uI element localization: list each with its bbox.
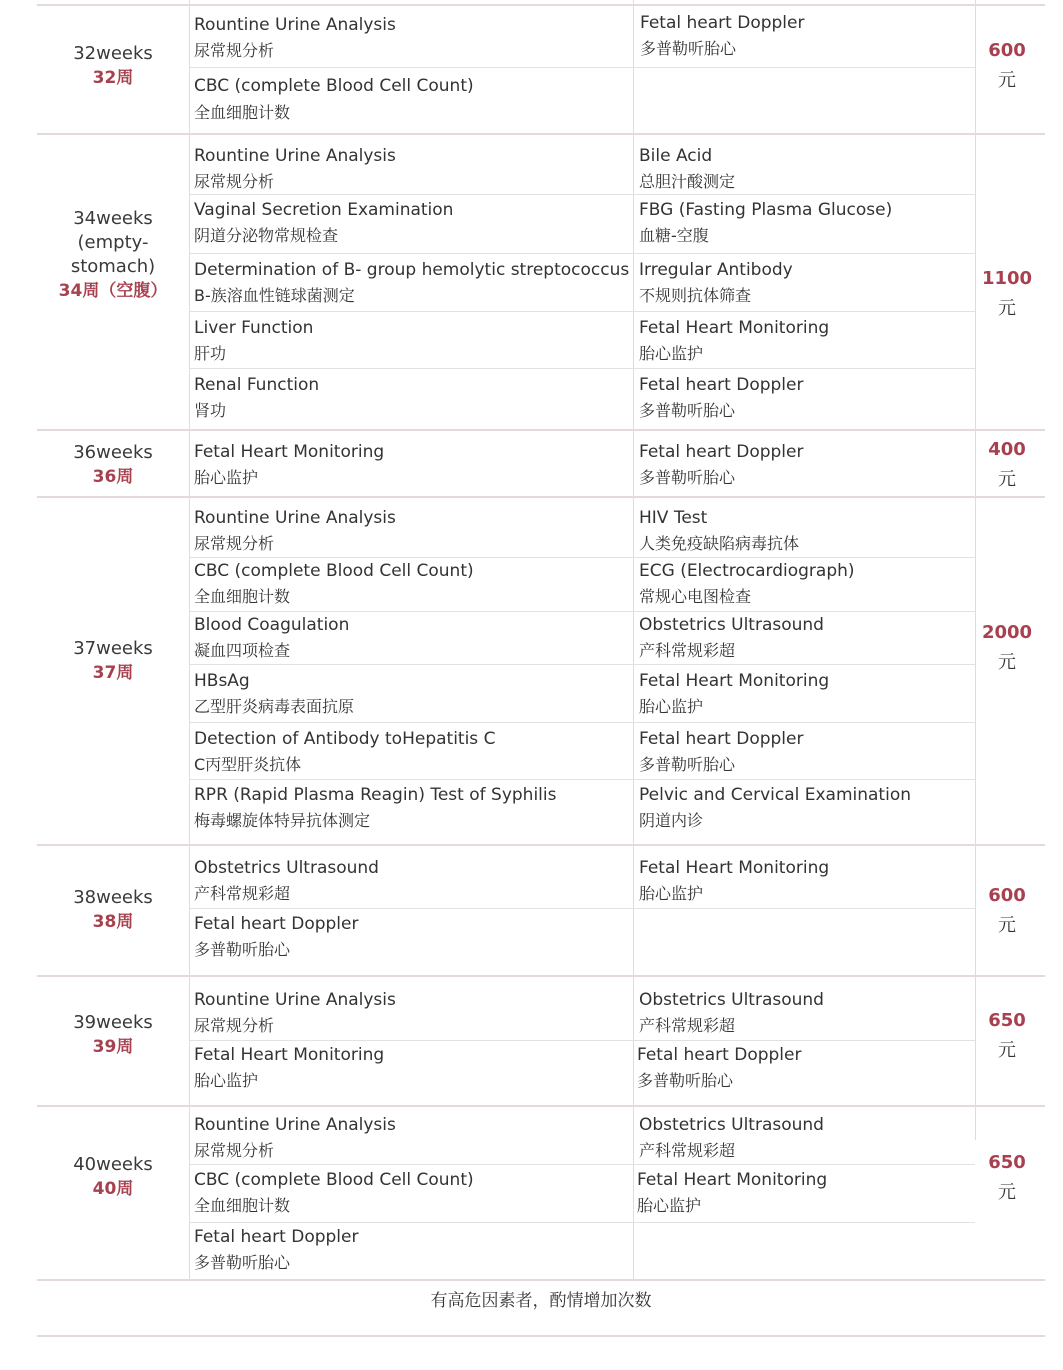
- group-divider: [37, 1279, 1045, 1281]
- exam-item: [639, 988, 824, 1038]
- exam-name-cn: 阴道内诊: [639, 811, 704, 830]
- row-divider: [190, 908, 975, 909]
- price-unit: 元: [998, 70, 1016, 91]
- exam-item: [194, 727, 495, 777]
- exam-item: [194, 856, 379, 906]
- exam-name-cn: B-族溶血性链球菌测定: [194, 286, 355, 305]
- exam-name-en: Obstetrics Ultrasound: [639, 1115, 824, 1135]
- week-label: [37, 42, 189, 90]
- exam-name-cn: 多普勒听胎心: [194, 1253, 291, 1272]
- exam-item: [639, 783, 911, 833]
- exam-name-cn: 多普勒听胎心: [639, 401, 736, 420]
- exam-item: [639, 727, 803, 777]
- exam-name-en: Fetal heart Doppler: [639, 729, 804, 749]
- exam-name-en: Obstetrics Ultrasound: [639, 615, 824, 635]
- exam-item: [639, 559, 855, 609]
- exam-item: [640, 11, 804, 61]
- exam-name-cn: 全血细胞计数: [194, 103, 291, 122]
- exam-name-cn: 全血细胞计数: [194, 587, 291, 606]
- exam-name-en: CBC (complete Blood Cell Count): [194, 561, 474, 581]
- exam-name-cn: 阴道分泌物常规检查: [194, 226, 339, 245]
- week-label: [37, 1153, 189, 1201]
- week-label-cn: 40周: [92, 1179, 134, 1199]
- exam-name-en: Pelvic and Cervical Examination: [639, 785, 911, 805]
- row-divider: [190, 611, 975, 612]
- week-label-cn: 34周（空腹）: [58, 281, 168, 301]
- group-divider: [37, 429, 1045, 431]
- column-divider: [975, 0, 976, 1140]
- exam-name-en: Fetal heart Doppler: [640, 13, 805, 33]
- price-tag: [976, 36, 1038, 96]
- exam-name-en: Fetal Heart Monitoring: [194, 1045, 385, 1065]
- exam-name-cn: 乙型肝炎病毒表面抗原: [194, 697, 355, 716]
- group-divider: [37, 844, 1045, 846]
- exam-item: [194, 1225, 358, 1275]
- week-label: [37, 637, 189, 685]
- price-tag: [976, 881, 1038, 941]
- exam-name-en: Obstetrics Ultrasound: [194, 858, 379, 878]
- exam-name-cn: C丙型肝炎抗体: [194, 755, 302, 774]
- exam-item: [194, 613, 349, 663]
- price-tag: [976, 1006, 1038, 1066]
- exam-item: [194, 13, 396, 63]
- column-divider: [189, 0, 190, 1280]
- row-divider: [190, 1040, 975, 1041]
- group-divider: [37, 975, 1045, 977]
- exam-item: [639, 856, 829, 906]
- exam-name-en: RPR (Rapid Plasma Reagin) Test of Syphilis: [194, 785, 557, 805]
- exam-name-en: Fetal Heart Monitoring: [639, 671, 830, 691]
- exam-name-cn: 胎心监护: [194, 1071, 259, 1090]
- exam-name-cn: 多普勒听胎心: [194, 940, 291, 959]
- exam-name-cn: 常规心电图检查: [639, 587, 752, 606]
- exam-name-cn: 胎心监护: [639, 884, 704, 903]
- price-amount: 600: [988, 40, 1026, 61]
- exam-name-en: Fetal Heart Monitoring: [637, 1170, 828, 1190]
- price-unit: 元: [998, 469, 1016, 490]
- exam-item: [194, 440, 384, 490]
- exam-item: [194, 72, 474, 125]
- exam-name-cn: 不规则抗体筛查: [639, 286, 752, 305]
- exam-item: [639, 669, 829, 719]
- exam-name-en: Determination of B- group hemolytic streptococcus: [194, 260, 630, 280]
- exam-item: [194, 1113, 396, 1163]
- price-unit: 元: [998, 1182, 1016, 1203]
- exam-item: [639, 258, 793, 308]
- exam-name-en: HIV Test: [639, 508, 708, 528]
- row-divider: [190, 722, 975, 723]
- row-divider: [190, 779, 975, 780]
- exam-name-en: CBC (complete Blood Cell Count): [194, 1170, 474, 1190]
- exam-name-cn: 产科常规彩超: [639, 1016, 736, 1035]
- exam-name-cn: 凝血四项检查: [194, 641, 291, 660]
- exam-name-en: Fetal heart Doppler: [194, 1227, 359, 1247]
- price-amount: 1100: [981, 268, 1033, 289]
- group-divider: [37, 496, 1045, 498]
- exam-item: [639, 1113, 824, 1163]
- exam-item: [194, 506, 396, 556]
- exam-item: [194, 373, 319, 423]
- exam-name-cn: 胎心监护: [639, 344, 704, 363]
- table-bottom-border: [37, 1335, 1045, 1337]
- exam-name-en: Fetal heart Doppler: [639, 442, 804, 462]
- price-amount: 650: [988, 1010, 1026, 1031]
- exam-item: [194, 1168, 474, 1218]
- week-label: [37, 441, 189, 489]
- exam-item: [194, 669, 354, 719]
- week-label-en: 37weeks: [73, 638, 153, 659]
- exam-item: [639, 613, 824, 663]
- exam-name-en: Liver Function: [194, 318, 314, 338]
- group-divider: [37, 1105, 1045, 1107]
- week-label-en: 32weeks: [73, 43, 153, 64]
- row-divider: [190, 67, 975, 68]
- week-label-en: 36weeks: [73, 442, 153, 463]
- exam-name-cn: 多普勒听胎心: [639, 468, 736, 487]
- exam-name-en: ECG (Electrocardiograph): [639, 561, 855, 581]
- price-tag: [976, 264, 1038, 324]
- exam-item: [639, 198, 892, 248]
- week-label-en: 40weeks: [73, 1154, 153, 1175]
- exam-name-cn: 总胆汁酸测定: [639, 172, 736, 191]
- exam-name-cn: 多普勒听胎心: [637, 1071, 734, 1090]
- week-label-cn: 38周: [92, 912, 134, 932]
- row-divider: [190, 664, 975, 665]
- exam-name-en: Fetal heart Doppler: [194, 914, 359, 934]
- exam-name-en: Fetal heart Doppler: [639, 375, 804, 395]
- exam-name-en: Obstetrics Ultrasound: [639, 990, 824, 1010]
- row-divider: [190, 368, 975, 369]
- exam-name-cn: 多普勒听胎心: [639, 755, 736, 774]
- week-label: [37, 886, 189, 934]
- exam-name-cn: 血糖-空腹: [639, 226, 709, 245]
- week-label: [37, 1011, 189, 1059]
- exam-name-en: Fetal Heart Monitoring: [639, 858, 830, 878]
- price-amount: 400: [988, 439, 1026, 460]
- exam-item: [639, 440, 803, 490]
- price-unit: 元: [998, 298, 1016, 319]
- exam-name-cn: 尿常规分析: [194, 534, 275, 553]
- exam-name-en: Fetal heart Doppler: [637, 1045, 802, 1065]
- exam-name-cn: 肾功: [194, 401, 227, 420]
- exam-name-en: CBC (complete Blood Cell Count): [194, 76, 474, 96]
- exam-item: [639, 373, 803, 423]
- price-unit: 元: [998, 915, 1016, 936]
- week-label-en: 38weeks: [73, 887, 153, 908]
- week-label-en: 39weeks: [73, 1012, 153, 1033]
- exam-name-cn: 全血细胞计数: [194, 1196, 291, 1215]
- exam-name-cn: 肝功: [194, 344, 227, 363]
- exam-name-cn: 多普勒听胎心: [640, 39, 737, 58]
- exam-item: [637, 1043, 801, 1093]
- exam-item: [639, 316, 829, 366]
- exam-name-cn: 胎心监护: [639, 697, 704, 716]
- exam-name-en: Fetal Heart Monitoring: [194, 442, 385, 462]
- week-label-cn: 37周: [92, 663, 134, 683]
- week-label-cn: 32周: [92, 68, 134, 88]
- group-divider: [37, 133, 1045, 135]
- price-tag: [976, 1148, 1038, 1208]
- exam-name-en: Blood Coagulation: [194, 615, 350, 635]
- exam-item: [194, 783, 556, 833]
- exam-name-cn: 胎心监护: [637, 1196, 702, 1215]
- exam-name-cn: 产科常规彩超: [639, 641, 736, 660]
- exam-name-en: Irregular Antibody: [639, 260, 793, 280]
- week-label-en-note: (empty-stomach): [70, 232, 156, 277]
- price-amount: 600: [988, 885, 1026, 906]
- price-unit: 元: [998, 1040, 1016, 1061]
- row-divider: [190, 253, 975, 254]
- exam-item: [194, 988, 396, 1038]
- exam-name-cn: 梅毒螺旋体特异抗体测定: [194, 811, 371, 830]
- price-tag: [976, 435, 1038, 495]
- exam-name-en: FBG (Fasting Plasma Glucose): [639, 200, 893, 220]
- exam-item: [194, 559, 474, 609]
- week-label: [37, 207, 189, 303]
- exam-name-en: Rountine Urine Analysis: [194, 508, 396, 528]
- exam-item: [639, 144, 735, 194]
- exam-item: [194, 198, 453, 248]
- exam-name-en: HBsAg: [194, 671, 250, 691]
- exam-item: [637, 1168, 827, 1218]
- exam-item: [194, 144, 396, 194]
- exam-name-cn: 尿常规分析: [194, 1141, 275, 1160]
- exam-item: [194, 912, 358, 962]
- exam-item: [194, 258, 629, 308]
- exam-name-cn: 胎心监护: [194, 468, 259, 487]
- exam-name-cn: 尿常规分析: [194, 172, 275, 191]
- exam-name-en: Rountine Urine Analysis: [194, 990, 396, 1010]
- row-divider: [190, 194, 975, 195]
- exam-name-en: Fetal Heart Monitoring: [639, 318, 830, 338]
- exam-name-cn: 产科常规彩超: [639, 1141, 736, 1160]
- exam-name-cn: 人类免疫缺陷病毒抗体: [639, 534, 800, 553]
- exam-item: [639, 506, 799, 556]
- week-label-en: 34weeks: [73, 208, 153, 229]
- exam-name-en: Rountine Urine Analysis: [194, 146, 396, 166]
- row-divider: [190, 1222, 975, 1223]
- exam-name-en: Vaginal Secretion Examination: [194, 200, 454, 220]
- exam-item: [194, 316, 313, 366]
- group-divider: [37, 4, 1045, 6]
- row-divider: [190, 1164, 975, 1165]
- exam-name-en: Rountine Urine Analysis: [194, 15, 396, 35]
- price-amount: 2000: [981, 622, 1033, 643]
- exam-name-cn: 产科常规彩超: [194, 884, 291, 903]
- week-label-cn: 36周: [92, 467, 134, 487]
- exam-name-cn: 尿常规分析: [194, 41, 275, 60]
- price-unit: 元: [998, 652, 1016, 673]
- exam-name-en: Rountine Urine Analysis: [194, 1115, 396, 1135]
- exam-name-cn: 尿常规分析: [194, 1016, 275, 1035]
- row-divider: [190, 557, 975, 558]
- exam-name-en: Detection of Antibody toHepatitis C: [194, 729, 496, 749]
- row-divider: [190, 311, 975, 312]
- column-divider: [633, 0, 634, 1280]
- exam-name-en: Bile Acid: [639, 146, 713, 166]
- week-label-cn: 39周: [92, 1037, 134, 1057]
- exam-item: [194, 1043, 384, 1093]
- price-tag: [976, 618, 1038, 678]
- footer-note: 有高危因素者，酌情增加次数: [430, 1291, 652, 1311]
- exam-name-en: Renal Function: [194, 375, 320, 395]
- price-amount: 650: [988, 1152, 1026, 1173]
